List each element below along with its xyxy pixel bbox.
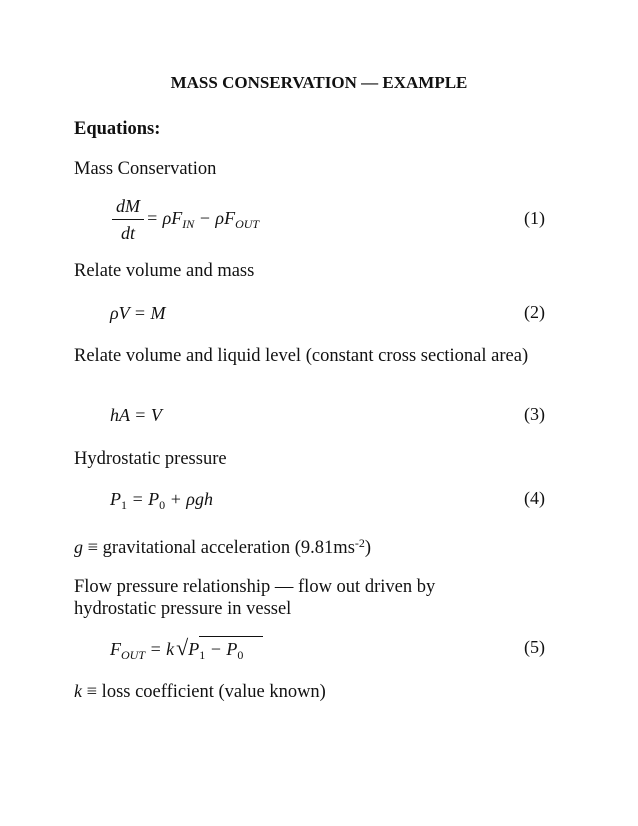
eq1-number: (1) (524, 208, 545, 228)
eq4-number: (4) (524, 488, 545, 508)
section-relate-volume-level: Relate volume and liquid level (constant cross sectional area) (74, 346, 529, 366)
eq1-rhs: = $\rho F_{IN} - \rho F_{OUT}$ (146, 208, 260, 231)
eq2: ρV = M (110, 303, 166, 323)
fraction-bar (112, 219, 144, 220)
page-title: MASS CONSERVATION — EXAMPLE (170, 73, 468, 92)
definition-g: g ≡ gravitational acceleration $(9.81ms^{-2})$ (74, 536, 372, 558)
definition-k: k ≡ loss coefficient (value known) (74, 681, 326, 702)
eq3-number: (3) (524, 404, 545, 424)
sqrt-bar (199, 636, 263, 637)
section-flow-pressure: Flow pressure relationship — flow out driven by hydrostatic pressure in vessel (74, 577, 436, 619)
section-hydrostatic: Hydrostatic pressure (74, 449, 227, 469)
equations-heading: Equations: (74, 119, 161, 139)
section-relate-volume-mass: Relate volume and mass (74, 261, 255, 281)
eq2-number: (2) (524, 302, 545, 322)
section-mass-conservation: Mass Conservation (74, 159, 217, 179)
sqrt-sign: √ (176, 635, 189, 660)
eq5: $F_{OUT} = k√P_1 - P_0$ (110, 635, 244, 662)
eq4: $P_1 = P_0 + \rho gh$ (110, 489, 213, 512)
eq1-denominator: dt (120, 223, 135, 243)
eq1-numerator: dM (116, 196, 140, 216)
eq5-number: (5) (524, 637, 545, 657)
eq3: hA = V (110, 405, 162, 425)
eq1-fraction (112, 196, 144, 243)
